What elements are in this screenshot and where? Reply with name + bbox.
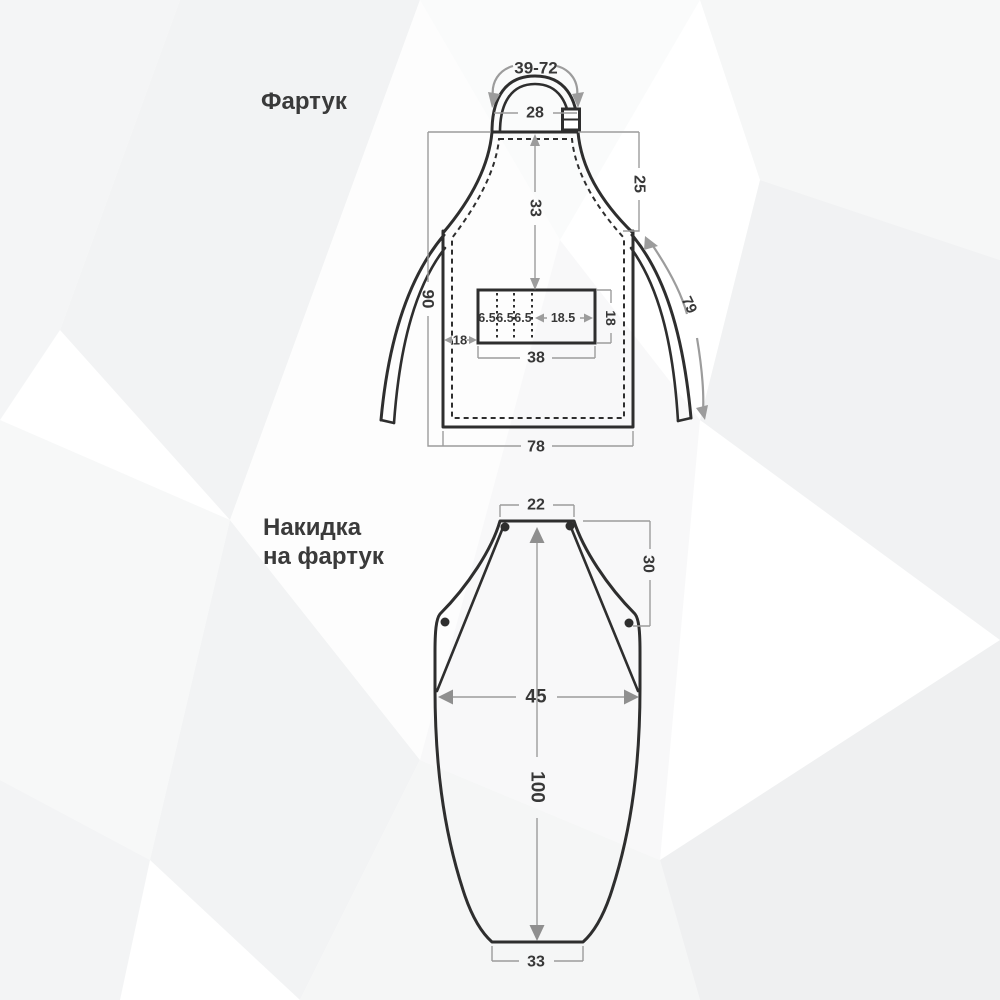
snap-dot-side-left xyxy=(441,618,450,627)
dim-pocket-seg2-label: 6.5 xyxy=(496,311,514,325)
apron-title: Фартук xyxy=(261,88,347,115)
dim-90-label: 90 xyxy=(418,289,438,309)
snap-dot-top-right xyxy=(566,522,575,531)
snap-dot-top-left xyxy=(501,523,510,532)
dim-18-left-label: 18 xyxy=(452,332,468,348)
dim-25-label: 25 xyxy=(630,175,648,193)
dim-79-curve-lower xyxy=(697,338,703,412)
dim-pocket-seg4-label: 18.5 xyxy=(550,311,576,325)
snap-dot-side-right xyxy=(625,619,634,628)
dim-100-label: 100 xyxy=(526,771,548,803)
dim-pocket-seg3-label: 6.5 xyxy=(514,311,532,325)
background-facet xyxy=(660,640,1000,1000)
dim-45-label: 45 xyxy=(525,686,547,708)
dim-33-label: 33 xyxy=(526,199,544,217)
dim-79-label: 79 xyxy=(677,293,701,317)
cover-title-line1: Накидка xyxy=(263,514,362,541)
cover-title-line2: на фартук xyxy=(263,543,384,570)
background-facet xyxy=(700,180,1000,640)
dim-78-label: 78 xyxy=(527,438,545,456)
arrowhead-up-icon xyxy=(644,236,658,250)
dim-pocket-seg1-label: 6.5 xyxy=(478,311,496,325)
dim-22-label: 22 xyxy=(527,496,545,514)
dim-neck-range-label: 39-72 xyxy=(514,58,558,78)
dim-18-right-label: 18 xyxy=(603,310,619,326)
dim-28-label: 28 xyxy=(526,104,544,122)
dim-33-bottom-label: 33 xyxy=(527,953,545,971)
dim-38-label: 38 xyxy=(527,349,545,367)
dim-30-label: 30 xyxy=(639,555,657,573)
